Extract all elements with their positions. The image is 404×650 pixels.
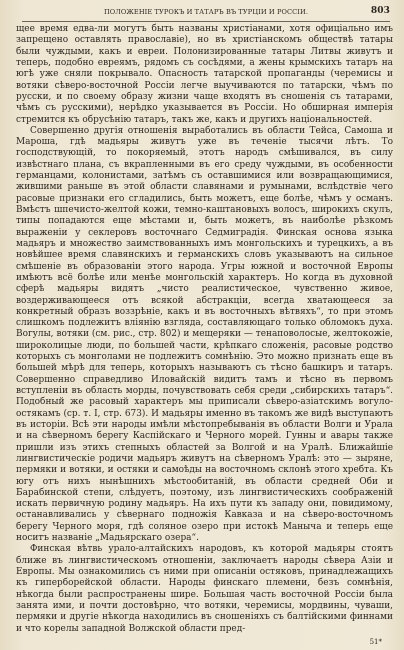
signature-mark: 51* — [369, 638, 382, 646]
header-rule — [22, 21, 390, 22]
body-text — [16, 24, 393, 635]
paragraph-2: Совершенно другія отношенія выработались въ области Тейса, Самоша и Мароша, гдѣ мадьяры живутъ уже въ теченіе тысячи лѣтъ. То господствующій, то покоряемый, этотъ народъ смѣшивался, въ силу извѣстнаго плана, съ вкрапленными въ его среду чуждыми, въ особенности германцами, колонистами, затѣмъ съ оставшимися или возвращающимися, жившими раньше въ этой области славянами и румынами, вслѣдствіе чего расовые признаки его сгладились, быть можетъ, еще болѣе, чѣмъ у османъ. Вмѣстъ шпечисто-желтой кожи, темно-каштановыхъ волосъ, широкихъ скулъ, типы попадаются еще мѣстами и, быть можетъ, въ наиболѣе рѣзкомъ выраженіи у секлеровъ восточнаго Седмиградія. Финская основа языка мадьяръ и множество заимствованныхъ имъ монгольскихъ и турецкихъ, а въ новѣйшее время славянскихъ и германскихъ словъ указываютъ на сильное смѣшеніе въ образованіи этого народа. Угры южной и восточной Европы имѣютъ всё болѣе или менѣе монгольскій характеръ. Но когда въ духовной сферѣ мадьяры видятъ „чисто реалистическое, чувственно живое, воздерживающееся отъ всякой абстракціи, всегда хватающееся за конкретный образъ воззрѣніе, какъ и въ восточныхъ вѣтвяхъ“, то при этомъ слишкомъ подлежитъ вліянію взгляда, составляющаго только обломокъ духа. Вогулы, вотяки (см. рис., стр. 802) и мещеряки — тенаповолосые, желтокожіе, широколицые люди, по большей части, крѣпкаго сложенія, расовые родство которыхъ съ монголами не подлежитъ сомнѣнію. Это можно признать еще въ большей мѣрѣ для теперь, которыхъ называютъ съ тѣсно башкиръ и татаръ. Совершенно справедливо Иловайскій видитъ тамъ и тѣсно въ первомъ вступленіи въ область морды, почувствовать себя среди „сибирскихъ татаръ“. Подобный же расовый характеръ мы приписали сѣверо-азіатскимъ вогуло-остякамъ (ср. т. I, стр. 673). И мадьяры именно въ такомъ же видѣ выступаютъ въ исторіи. Всѣ эти народы имѣли мѣстопребыванія въ области Волги и Урала и на сѣверномъ берегу Каспійскаго и Черного морей. Гунны и авары также пришли изъ этихъ степныхъ областей за Волгой и на Уралѣ. Ближайшіе лингвистическіе родичи мадьяръ живутъ на сѣверномъ Уралѣ: это — зыряне, пермяки и вотяки, и остяки и самоѣды на восточномъ склонѣ этого хребта. Къ югу отъ нихъ нынѣшнихъ мѣстообитаній, въ области средней Оби и Барабинской степи, слѣдуетъ, поэтому, изъ лингвистическихъ соображеній искать первичную родину мадьяръ. На ихъ пути къ западу они, повидимому, останавливались у сѣвернаго подножія Кавказа и на сѣверо-восточномъ берегу Черного моря, гдѣ соляное озеро при истокѣ Маныча и теперь еще носитъ названіе „Мадьярскаго озера“. — [16, 125, 393, 544]
page-number: 803 — [370, 6, 390, 16]
running-head: ПОЛОЖЕНІЕ ТУРОКЪ И ТАТАРЪ ВЪ ТУРЦІИ И РОССІИ. — [103, 8, 309, 16]
page-header — [22, 6, 390, 20]
paragraph-3: Финская вѣтвь урало-алтайскихъ народовъ, къ которой мадьяры стоятъ ближе въ лингвистическомъ отношеніи, заключаетъ народы сѣвера Азіи и Европы. Мы ознакомились съ ними при описаніи остяковъ, принадлежащихъ къ гиперборейской области. Народы финскаго племени, безъ сомнѣнія, нѣкогда были распространены шире. Большая часть восточной Россіи была занята ими, и почти достовѣрно, что вотяки, черемисы, мордвины, чуваши, пермяки и другіе нѣкогда находились въ сношеніяхъ съ балтійскими финнами и что корелы западной Волжской области пред- — [16, 544, 393, 634]
paragraph-1: щее время едва-ли могутъ быть названы христіанами, хотя офиціально имъ запрещено оставлять православіе), но въ христіанскомъ обществѣ татары были чуждыми, какъ и евреи. Полонизированные татары Литвы живутъ и теперь, подобно евреямъ, рядомъ съ сосѣдями, а жены крымскихъ татаръ на югѣ уже сняли покрывало. Опасность татарской пропаганды (черемисы и вотяки сѣверо-восточной Россіи легче выучиваются по татарски, чѣмъ по русски, и по своему образу жизни чаще входятъ въ сношенія съ татарами, чѣмъ съ русскими), нерѣдко указывается въ Россіи. Но обширная имперія стремится къ обрусѣнію татаръ, такъ же, какъ и другихъ національностей. — [16, 24, 393, 125]
